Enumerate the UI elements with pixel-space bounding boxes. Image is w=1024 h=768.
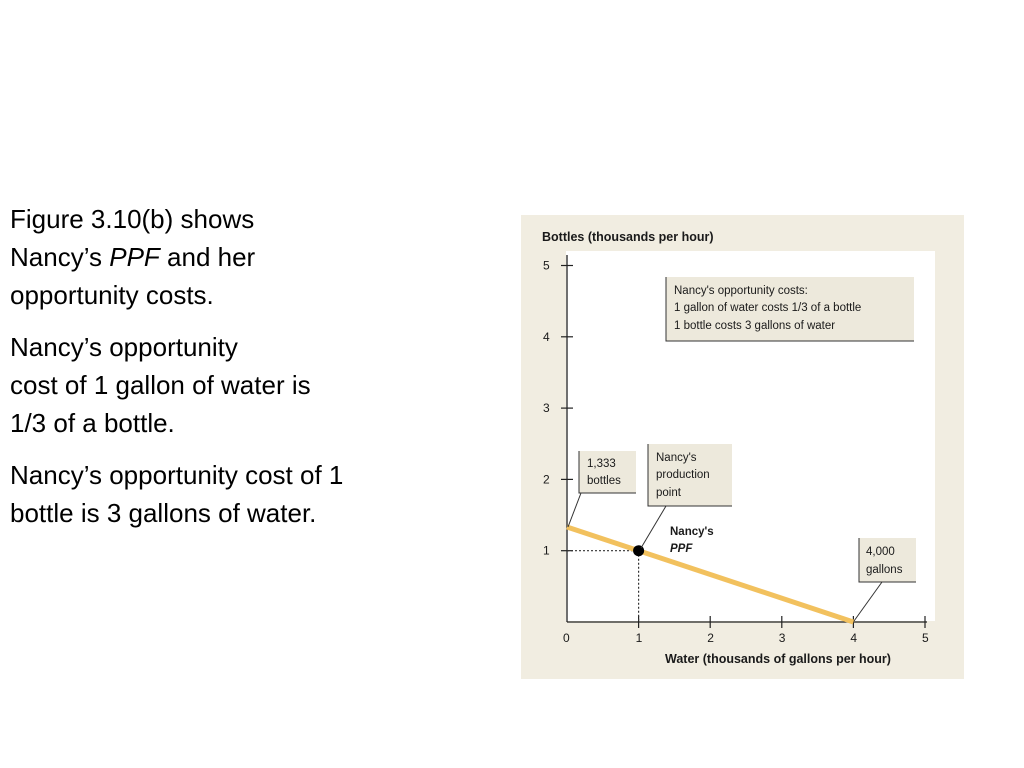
- ppf-label-term: PPF: [670, 543, 693, 555]
- text-fragment: and her: [159, 242, 256, 272]
- x-tick-label: 5: [922, 631, 929, 645]
- paragraph-figure-intro: [10, 200, 480, 314]
- production-point-marker: [633, 545, 644, 556]
- x-axis-title: Water (thousands of gallons per hour): [665, 652, 891, 666]
- text-line: Nancy’s opportunity cost of 1: [10, 460, 344, 490]
- ppf-chart: [521, 215, 964, 679]
- text-line: 1/3 of a bottle.: [10, 408, 175, 438]
- y-tick-label: 5: [543, 258, 550, 273]
- gallons-label-unit: gallons: [866, 564, 903, 576]
- ppf-chart-panel: [521, 215, 964, 679]
- ppf-label-owner: Nancy's: [670, 526, 714, 538]
- y-tick-label: 2: [543, 472, 550, 487]
- y-tick-label: 3: [543, 401, 550, 416]
- bottles-label-unit: bottles: [587, 475, 621, 487]
- text-line: bottle is 3 gallons of water.: [10, 498, 317, 528]
- production-label-line: production: [656, 469, 710, 481]
- production-label-line: Nancy's: [656, 452, 697, 464]
- opportunity-costs-line-bottle: 1 bottle costs 3 gallons of water: [674, 320, 836, 332]
- text-line: cost of 1 gallon of water is: [10, 370, 311, 400]
- y-tick-label: 1: [543, 543, 550, 558]
- text-line: opportunity costs.: [10, 280, 214, 310]
- explanation-text: [10, 200, 480, 546]
- x-tick-label: 3: [778, 631, 786, 645]
- text-fragment: Nancy’s: [10, 242, 110, 272]
- opportunity-costs-box: [666, 277, 914, 341]
- y-axis-title: Bottles (thousands per hour): [542, 230, 714, 244]
- bottles-label-value: 1,333: [587, 458, 616, 470]
- opportunity-costs-title: Nancy's opportunity costs:: [674, 285, 808, 297]
- production-label-line: point: [656, 487, 681, 499]
- x-tick-label: 4: [850, 631, 858, 645]
- gallons-label-value: 4,000: [866, 546, 895, 558]
- opportunity-costs-line-water: 1 gallon of water costs 1/3 of a bottle: [674, 302, 862, 314]
- paragraph-bottle-cost: [10, 456, 480, 532]
- paragraph-water-cost: [10, 328, 480, 442]
- text-line: [10, 238, 480, 276]
- x-tick-label: 1: [635, 631, 643, 645]
- ppf-italic-term: PPF: [109, 242, 160, 272]
- y-tick-label: 4: [543, 329, 550, 344]
- text-line: Figure 3.10(b) shows: [10, 204, 255, 234]
- x-tick-label: 0: [563, 631, 570, 645]
- text-line: Nancy’s opportunity: [10, 332, 238, 362]
- x-tick-label: 2: [707, 631, 714, 645]
